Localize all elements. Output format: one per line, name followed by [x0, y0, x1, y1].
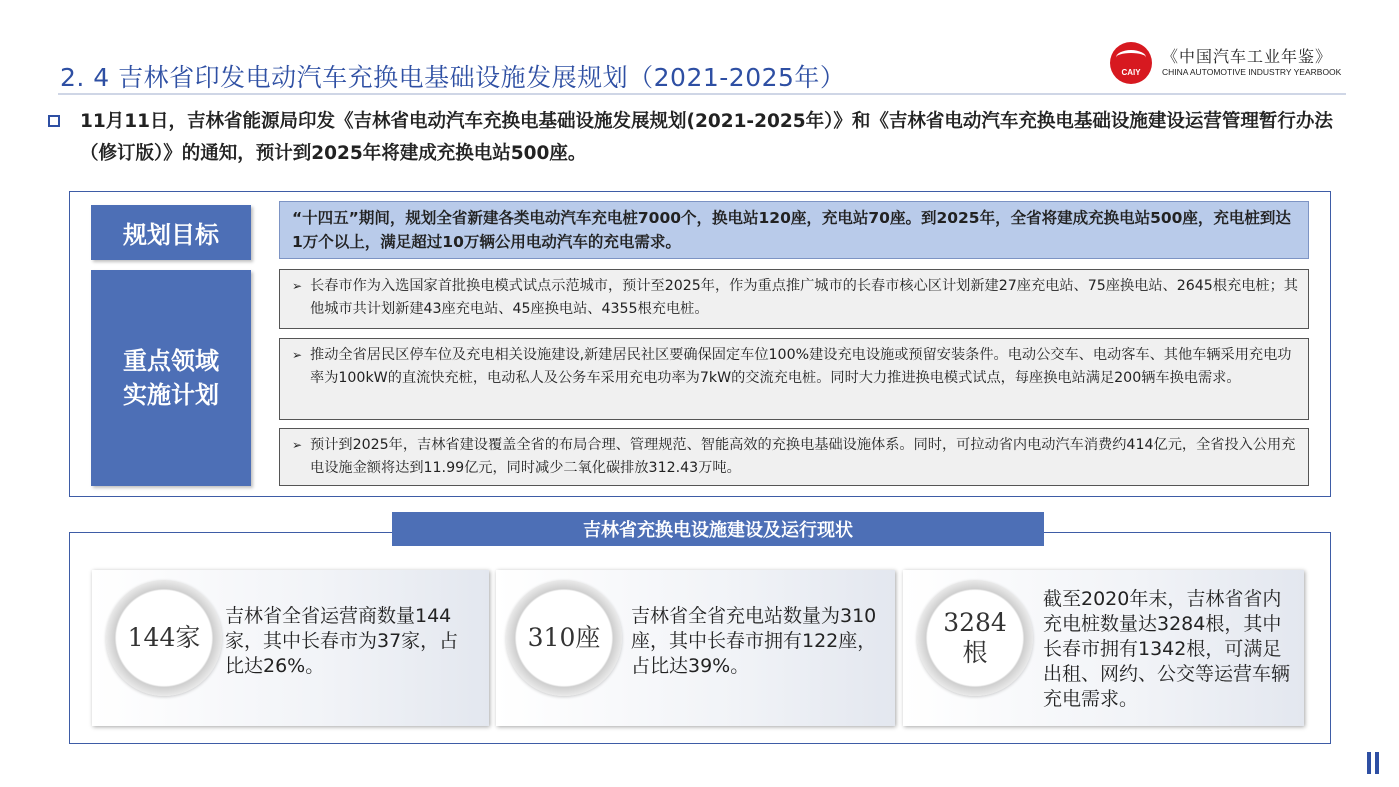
stat-card-text: 吉林省全省运营商数量144家，其中长春市为37家，占比达26%。 — [225, 605, 459, 677]
stat-ring-value: 3284 — [943, 608, 1007, 637]
focus-label — [91, 270, 251, 486]
plan-item — [279, 338, 1309, 420]
goal-label: 规划目标 — [91, 205, 251, 260]
stat-card-piles — [903, 570, 1304, 726]
stat-card-stations — [496, 570, 895, 726]
focus-label-line2: 实施计划 — [123, 381, 219, 409]
status-section-title: 吉林省充换电设施建设及运行现状 — [392, 512, 1044, 546]
stat-card-operators — [92, 570, 489, 726]
logo-badge-text: CAIY — [1121, 68, 1141, 77]
focus-label-line1: 重点领域 — [123, 347, 219, 375]
stat-ring-value: 144家 — [127, 623, 201, 652]
stat-ring-value: 310座 — [527, 623, 601, 652]
caiy-logo-icon — [1110, 42, 1152, 84]
stat-ring — [106, 580, 222, 696]
goal-text: “十四五”期间，规划全省新建各类电动汽车充电桩7000个，换电站120座，充电站70座。到2025年，全省将建成充换电站500座，充电桩到达1万个以上，满足超过10万辆公用电动汽车的充电需求。 — [279, 201, 1309, 259]
stat-ring — [917, 580, 1033, 696]
plan-item-text: 推动全省居民区停车位及充电相关设施建设,新建居民社区要确保固定车位100%建设充电设施或预留安装条件。电动公交车、电动客车、其他车辆采用充电功率为100kW的直流快充桩，电动私人及公务车采用充电功率为7kW的交流充电桩。同时大力推进换电模式试点，每座换电站满足200辆车换电需求。 — [310, 347, 1292, 386]
page-marker-icon — [1367, 752, 1381, 774]
arrow-bullet-icon: ➢ — [292, 348, 303, 362]
stat-card-text: 吉林省全省充电站数量为310座，其中长春市拥有122座，占比达39%。 — [631, 605, 877, 677]
plan-item-text: 长春市作为入选国家首批换电模式试点示范城市，预计至2025年，作为重点推广城市的长春市核心区计划新建27座充电站、75座换电站、2645根充电桩；其他城市共计划新建43座充电站、45座换电站、4355根充电桩。 — [310, 278, 1298, 317]
arrow-bullet-icon: ➢ — [292, 438, 303, 452]
stat-card-text: 截至2020年末，吉林省省内充电桩数量达3284根，其中长春市拥有1342根，可满足出租、网约、公交等运营车辆充电需求。 — [1043, 588, 1291, 710]
arrow-bullet-icon: ➢ — [292, 279, 303, 293]
logo-name-cn: 《中国汽车工业年鉴》 — [1162, 47, 1333, 66]
title-divider — [58, 93, 1346, 95]
stat-ring — [506, 580, 622, 696]
page-title: 2. 4 吉林省印发电动汽车充换电基础设施发展规划（2021-2025年） — [60, 63, 846, 92]
intro-paragraph: 11月11日，吉林省能源局印发《吉林省电动汽车充换电基础设施发展规划(2021-2025年）》和《吉林省电动汽车充换电基础设施建设运营管理暂行办法（修订版）》的通知，预计到2025年将建成充换电站500座。 — [80, 111, 1333, 164]
stat-ring-unit: 根 — [962, 638, 988, 667]
plan-item — [279, 269, 1309, 329]
yearbook-logo — [1110, 42, 1350, 84]
square-bullet-icon — [48, 115, 60, 127]
plan-item — [279, 428, 1309, 486]
logo-name-en: CHINA AUTOMOTIVE INDUSTRY YEARBOOK — [1162, 67, 1342, 77]
plan-item-text: 预计到2025年，吉林省建设覆盖全省的布局合理、管理规范、智能高效的充换电基础设施体系。同时，可拉动省内电动汽车消费约414亿元，全省投入公用充电设施金额将达到11.99亿元，同时减少二氧化碳排放312.43万吨。 — [310, 437, 1296, 476]
